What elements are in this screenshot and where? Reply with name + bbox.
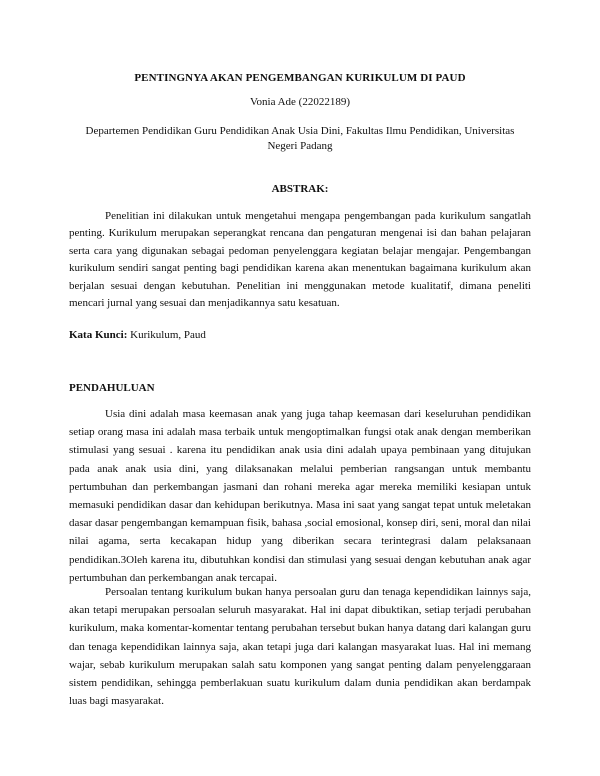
section-heading: PENDAHULUAN [69,382,155,394]
affiliation: Departemen Pendidikan Guru Pendidikan Anak Usia Dini, Fakultas Ilmu Pendidikan, Universitas Negeri Padang [85,125,515,152]
keywords-value: Kurikulum, Paud [127,329,206,341]
abstract-heading: ABSTRAK: [271,183,329,195]
body-paragraph-1: Usia dini adalah masa keemasan anak yang juga tahap keemasan dari keseluruhan pendidikan setiap orang masa ini adalah masa terbaik untuk mengoptimalkan fungsi otak anak dengan memberikan stimulasi yang sesuai . karena itu pendidikan anak usia dini adalah upaya pembinaan yang ditujukan pada anak anak usia dini, yang dilaksanakan melalui pemberian rangsangan untuk membantu pertumbuhan dan perkembangan jasmani dan rohani mereka agar mereka memiliki kesiapan untuk memasuki pendidikan dasar dan kehidupan berikutnya. Masa ini saat yang sangat tepat untuk meletakan dasar dasar pengembangan kemampuan fisik, bahasa ,social emosional, konsep diri, seni, moral dan nilai nilai agama, serta kecakapan hidup yang diberikan secara terintegrasi dalam pelaksanaan pendidikan.3Oleh karena itu, dibutuhkan kondisi dan stimulasi yang sesuai dengan kebutuhan anak agar pertumbuhan dan perkembangan anak tercapai. [69,408,531,584]
author-line: Vonia Ade (22022189) [249,96,350,108]
keywords-label: Kata Kunci: [69,329,128,341]
keywords [69,329,531,341]
paper-title: PENTINGNYA AKAN PENGEMBANGAN KURIKULUM DI PAUD [134,72,466,84]
body-paragraph-2: Persoalan tentang kurikulum bukan hanya persoalan guru dan tenaga kependidikan lainnys saja, akan tetapi merupakan persoalan seluruh masyarakat. Hal ini dapat dibuktikan, setiap terjadi perubahan kurikulum, maka komentar-komentar tentang perubahan tersebut bukan hanya datang dari kalangan guru dan tenaga kependidikan lainnya saja, akan tetapi juga dari kalangan masyarakat luas. Hal ini memang wajar, sebab kurikulum merupakan salah satu komponen yang sangat penting dalam penyelenggaraan sistem pendidikan, sehingga pemberlakuan suatu kurikulum dalam dunia pendidikan akan berdampak luas bagi masyarakat. [69,586,531,708]
abstract-text: Penelitian ini dilakukan untuk mengetahui mengapa pengembangan pada kurikulum sangatlah penting. Kurikulum merupakan seperangkat rencana dan pengaturan mengenai isi dan bahan pelajaran serta cara yang digunakan sebagai pedoman penyelenggara kegiatan belajar mengajar. Pengembangan kurikulum sendiri sangat penting bagi pendidikan karena akan menentukan bagaimana kurikulum akan berjalan sesuai dengan kebutuhan. Penelitian ini menggunakan metode kualitatif, dimana peneliti mencari jurnal yang sesuai dan menjadikannya satu kesatuan. [69,210,531,310]
